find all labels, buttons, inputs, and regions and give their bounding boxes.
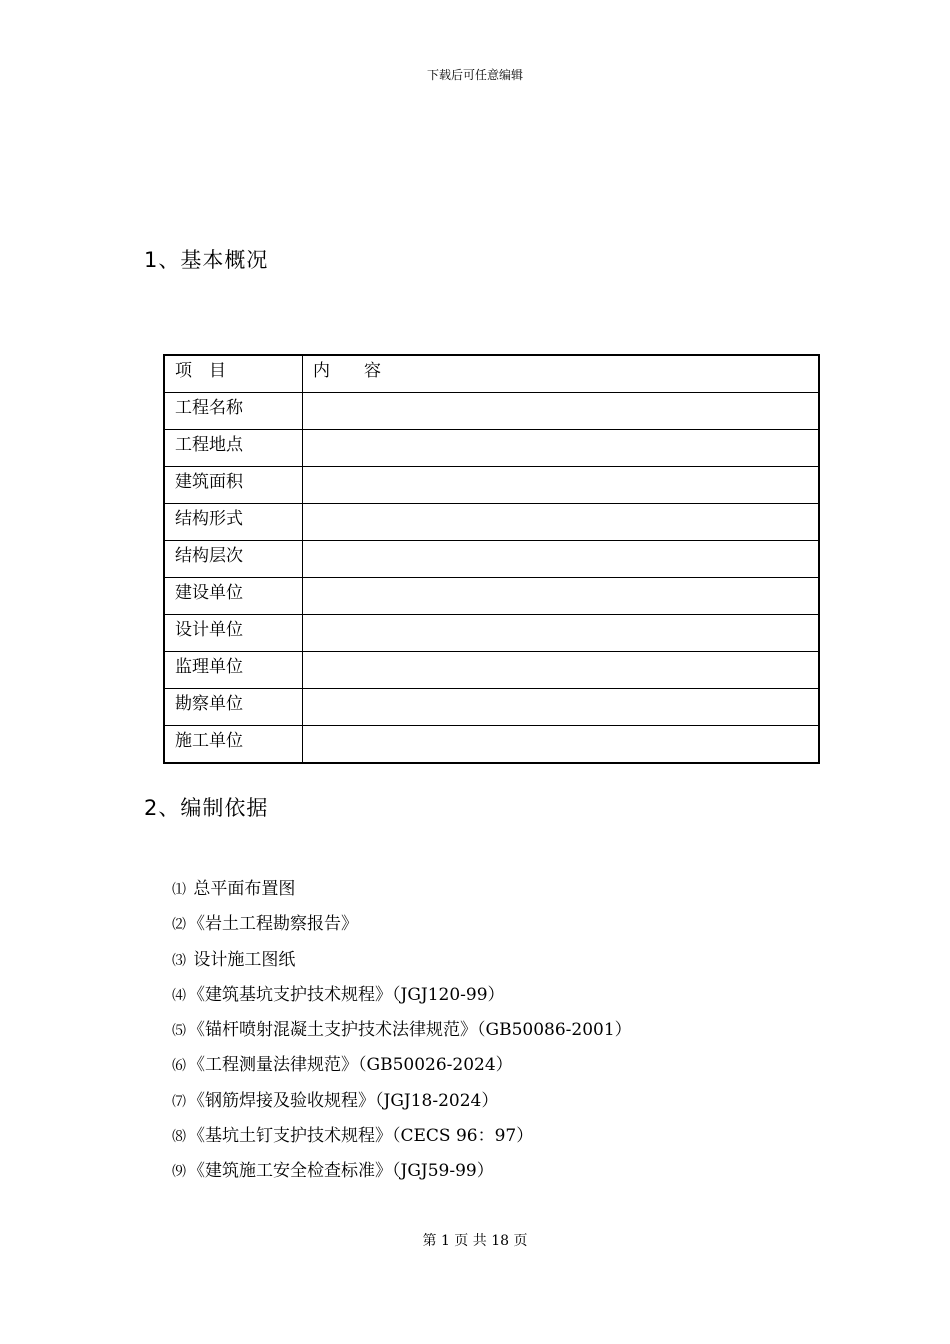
table-row-label: 工程名称 (164, 393, 303, 430)
table-row (164, 689, 819, 726)
list-item (172, 943, 632, 978)
list-item-text: 《工程测量法律规范》（GB50026-2024） (188, 1055, 513, 1076)
table-row (164, 393, 819, 430)
list-item-text: 《建筑基坑支护技术规程》（JGJ120-99） (188, 984, 505, 1005)
list-item-text: 设计施工图纸 (188, 949, 296, 970)
list-item-number: ⑼ (172, 1164, 186, 1181)
list-item-text: 《锚杆喷射混凝土支护技术法律规范》（GB50086-2001） (188, 1020, 632, 1041)
table-row (164, 726, 819, 764)
table-row-label: 监理单位 (164, 652, 303, 689)
page-footer: 第 1 页 共 18 页 (422, 1233, 528, 1249)
list-item (172, 1154, 632, 1189)
table-row-label: 建筑面积 (164, 467, 303, 504)
list-item (172, 1013, 632, 1048)
list-item-number: ⑵ (172, 917, 186, 934)
table-row (164, 615, 819, 652)
table-row-label: 建设单位 (164, 578, 303, 615)
list-item-number: ⑷ (172, 987, 186, 1004)
list-item (172, 1048, 632, 1083)
page-header-note: 下载后可任意编辑 (426, 68, 523, 82)
table-row-label: 设计单位 (164, 615, 303, 652)
table-row-value (303, 615, 820, 652)
table-row-label: 施工单位 (164, 726, 303, 764)
table-row-value (303, 652, 820, 689)
table-row (164, 504, 819, 541)
list-item-text: 《钢筋焊接及验收规程》（JGJ18-2024） (188, 1090, 499, 1111)
table-row (164, 652, 819, 689)
list-item-number: ⑻ (172, 1129, 186, 1146)
list-item (172, 978, 632, 1013)
table-row-value (303, 689, 820, 726)
table-row-value (303, 430, 820, 467)
table-row (164, 467, 819, 504)
table-row-label: 勘察单位 (164, 689, 303, 726)
list-item-text: 《建筑施工安全检查标准》（JGJ59-99） (188, 1161, 494, 1182)
table-row-value (303, 393, 820, 430)
table-row (164, 578, 819, 615)
table-header-cell: 内 容 (303, 355, 820, 393)
table-row-value (303, 467, 820, 504)
table-row-label: 工程地点 (164, 430, 303, 467)
table-header-cell: 项 目 (164, 355, 303, 393)
table-row (164, 541, 819, 578)
basis-list (172, 872, 632, 1190)
section-title-overview: 1、基本概况 (144, 248, 269, 272)
section-title-basis: 2、编制依据 (144, 796, 269, 820)
table-row-label: 结构层次 (164, 541, 303, 578)
list-item-text: 总平面布置图 (188, 879, 296, 899)
list-item-number: ⑹ (172, 1058, 186, 1075)
table-row-value (303, 504, 820, 541)
table-header-row (164, 355, 819, 393)
list-item-text: 《基坑土钉支护技术规程》（CECS 96：97） (188, 1126, 534, 1147)
table-row-label: 结构形式 (164, 504, 303, 541)
list-item (172, 907, 632, 942)
list-item-number: ⑶ (172, 952, 186, 969)
list-item-text: 《岩土工程勘察报告》 (188, 914, 358, 935)
table-row-value (303, 541, 820, 578)
list-item-number: ⑺ (172, 1093, 186, 1110)
list-item-number: ⑸ (172, 1023, 186, 1040)
table-row-value (303, 578, 820, 615)
project-info-table (163, 354, 820, 764)
list-item (172, 1084, 632, 1119)
list-item (172, 1119, 632, 1154)
list-item-number: ⑴ (172, 882, 186, 898)
table-row (164, 430, 819, 467)
list-item (172, 872, 632, 907)
table-row-value (303, 726, 820, 764)
